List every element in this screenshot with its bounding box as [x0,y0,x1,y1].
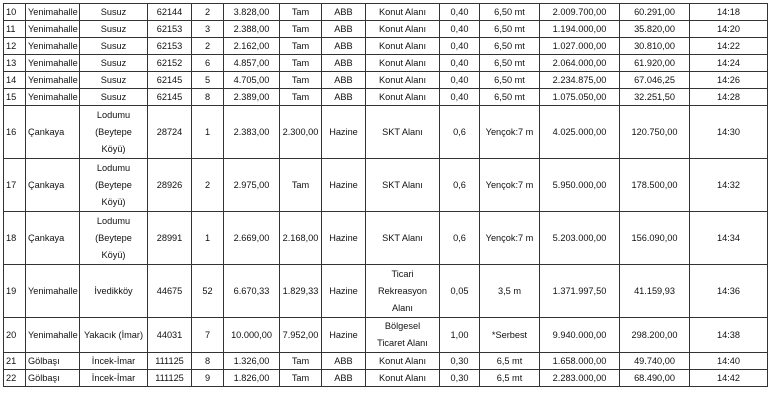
cell-parcel-number: 8 [192,353,224,370]
cell-auction-time: 14:36 [690,265,768,318]
cell-deposit: 41.159,93 [620,265,690,318]
cell-deposit: 35.820,00 [620,21,690,38]
cell-district: Gölbaşı [26,353,80,370]
cell-deposit: 67.046,25 [620,72,690,89]
cell-island-number: 62144 [148,4,192,21]
cell-island-number: 111125 [148,370,192,387]
cell-district: Çankaya [26,159,80,212]
cell-height: 6,5 mt [480,370,540,387]
cell-zoning: Konut Alanı [366,38,440,55]
cell-island-number: 44031 [148,318,192,353]
cell-estimated-price: 2.009.700,00 [540,4,620,21]
cell-parcel-number: 52 [192,265,224,318]
auction-list-page [3,3,740,417]
cell-height: 6,50 mt [480,72,540,89]
cell-row-number: 11 [4,21,26,38]
cell-district: Çankaya [26,212,80,265]
cell-height: 6,50 mt [480,4,540,21]
cell-area: 6.670,33 [224,265,280,318]
cell-height: Yençok:7 m [480,212,540,265]
cell-deposit: 68.490,00 [620,370,690,387]
cell-area: 1.826,00 [224,370,280,387]
cell-share: 7.952,00 [280,318,322,353]
cell-district: Yenimahalle [26,38,80,55]
cell-neighborhood: İncek-İmar [80,370,148,387]
cell-row-number: 13 [4,55,26,72]
cell-deposit: 30.810,00 [620,38,690,55]
cell-kaks: 0,40 [440,21,480,38]
cell-owner: ABB [322,55,366,72]
cell-area: 10.000,00 [224,318,280,353]
cell-owner: Hazine [322,212,366,265]
cell-zoning: Konut Alanı [366,4,440,21]
cell-neighborhood-line: Lodumu [96,215,131,226]
cell-zoning: SKT Alanı [366,212,440,265]
cell-deposit: 32.251,50 [620,89,690,106]
cell-island-number: 44675 [148,265,192,318]
cell-share: Tam [280,353,322,370]
cell-parcel-number: 6 [192,55,224,72]
cell-area: 2.388,00 [224,21,280,38]
cell-share: 1.829,33 [280,265,322,318]
cell-deposit: 49.740,00 [620,353,690,370]
cell-area: 1.326,00 [224,353,280,370]
cell-deposit: 61.920,00 [620,55,690,72]
cell-zoning: Konut Alanı [366,55,440,72]
cell-owner: ABB [322,353,366,370]
cell-neighborhood: İvedikköy [80,265,148,318]
cell-neighborhood: Susuz [80,72,148,89]
cell-estimated-price: 1.075.050,00 [540,89,620,106]
cell-auction-time: 14:24 [690,55,768,72]
cell-district: Yenimahalle [26,72,80,89]
cell-parcel-number: 7 [192,318,224,353]
table-row [4,318,768,353]
cell-height: 6,50 mt [480,89,540,106]
cell-district: Yenimahalle [26,4,80,21]
cell-height: 3,5 m [480,265,540,318]
cell-row-number: 20 [4,318,26,353]
cell-neighborhood-line: Lodumu [96,162,131,173]
cell-neighborhood: İncek-İmar [80,353,148,370]
cell-deposit: 156.090,00 [620,212,690,265]
cell-row-number: 16 [4,106,26,159]
cell-zoning: Konut Alanı [366,353,440,370]
cell-estimated-price: 2.234.875,00 [540,72,620,89]
cell-kaks: 0,05 [440,265,480,318]
cell-kaks: 0,40 [440,89,480,106]
cell-district: Gölbaşı [26,370,80,387]
cell-kaks: 0,6 [440,106,480,159]
cell-parcel-number: 9 [192,370,224,387]
cell-owner: Hazine [322,318,366,353]
cell-estimated-price: 4.025.000,00 [540,106,620,159]
cell-auction-time: 14:22 [690,38,768,55]
cell-height: 6,50 mt [480,55,540,72]
cell-share: Tam [280,89,322,106]
cell-auction-time: 14:26 [690,72,768,89]
cell-zoning [366,318,440,353]
cell-neighborhood [80,106,148,159]
cell-kaks: 0,40 [440,72,480,89]
cell-kaks: 0,30 [440,370,480,387]
cell-parcel-number: 2 [192,159,224,212]
cell-share: 2.300,00 [280,106,322,159]
cell-auction-time: 14:28 [690,89,768,106]
cell-neighborhood-line: Köyü) [101,196,126,207]
cell-zoning: SKT Alanı [366,159,440,212]
cell-share: Tam [280,38,322,55]
cell-district: Yenimahalle [26,265,80,318]
cell-zoning: Konut Alanı [366,21,440,38]
cell-share: 2.168,00 [280,212,322,265]
cell-island-number: 28991 [148,212,192,265]
cell-island-number: 62145 [148,72,192,89]
cell-auction-time: 14:18 [690,4,768,21]
table-row [4,106,768,159]
cell-height: 6,50 mt [480,21,540,38]
cell-estimated-price: 1.194.000,00 [540,21,620,38]
cell-kaks: 0,30 [440,353,480,370]
table-row [4,212,768,265]
cell-share: Tam [280,159,322,212]
cell-neighborhood-line: (Beytepe [95,232,132,243]
cell-auction-time: 14:40 [690,353,768,370]
cell-owner: Hazine [322,265,366,318]
cell-neighborhood: Susuz [80,89,148,106]
cell-share: Tam [280,55,322,72]
cell-kaks: 0,40 [440,4,480,21]
parcel-auction-table [3,3,768,387]
cell-deposit: 178.500,00 [620,159,690,212]
cell-height: 6,5 mt [480,353,540,370]
cell-neighborhood-line: Köyü) [101,249,126,260]
cell-area: 3.828,00 [224,4,280,21]
table-row [4,4,768,21]
cell-zoning: Konut Alanı [366,89,440,106]
cell-auction-time: 14:20 [690,21,768,38]
table-row [4,38,768,55]
cell-deposit: 120.750,00 [620,106,690,159]
cell-island-number: 62152 [148,55,192,72]
cell-area: 2.162,00 [224,38,280,55]
cell-parcel-number: 1 [192,212,224,265]
cell-neighborhood: Susuz [80,38,148,55]
cell-row-number: 15 [4,89,26,106]
cell-owner: ABB [322,72,366,89]
cell-area: 2.975,00 [224,159,280,212]
cell-row-number: 17 [4,159,26,212]
cell-zoning-line: Ticaret Alanı [377,338,428,348]
cell-kaks: 0,40 [440,55,480,72]
cell-island-number: 28926 [148,159,192,212]
cell-parcel-number: 5 [192,72,224,89]
cell-owner: Hazine [322,106,366,159]
cell-deposit: 298.200,00 [620,318,690,353]
cell-row-number: 21 [4,353,26,370]
cell-area: 2.669,00 [224,212,280,265]
cell-kaks: 0,6 [440,212,480,265]
cell-neighborhood [80,212,148,265]
cell-parcel-number: 1 [192,106,224,159]
cell-zoning: Konut Alanı [366,370,440,387]
cell-kaks: 1,00 [440,318,480,353]
cell-neighborhood-line: Köyü) [101,143,126,154]
cell-height: *Serbest [480,318,540,353]
cell-parcel-number: 8 [192,89,224,106]
cell-zoning: Konut Alanı [366,72,440,89]
cell-neighborhood: Susuz [80,21,148,38]
cell-neighborhood-line: (Beytepe [95,126,132,137]
cell-island-number: 111125 [148,353,192,370]
cell-district: Çankaya [26,106,80,159]
cell-row-number: 19 [4,265,26,318]
cell-zoning-line: Alanı [392,302,413,313]
cell-row-number: 10 [4,4,26,21]
table-row [4,55,768,72]
table-row [4,370,768,387]
cell-estimated-price: 1.658.000,00 [540,353,620,370]
cell-zoning-line: Rekreasyon [377,285,428,296]
table-row [4,89,768,106]
cell-district: Yenimahalle [26,21,80,38]
cell-neighborhood-line: Lodumu [96,109,131,120]
cell-neighborhood: Yakacık (İmar) [80,318,148,353]
cell-neighborhood [80,159,148,212]
cell-share: Tam [280,370,322,387]
cell-district: Yenimahalle [26,318,80,353]
cell-estimated-price: 9.940.000,00 [540,318,620,353]
table-row [4,21,768,38]
cell-neighborhood-line: (Beytepe [95,179,132,190]
cell-island-number: 62153 [148,38,192,55]
table-row [4,265,768,318]
cell-district: Yenimahalle [26,55,80,72]
cell-owner: ABB [322,4,366,21]
cell-height: 6,50 mt [480,38,540,55]
cell-zoning [366,265,440,318]
cell-auction-time: 14:38 [690,318,768,353]
cell-share: Tam [280,4,322,21]
cell-row-number: 14 [4,72,26,89]
cell-district: Yenimahalle [26,89,80,106]
cell-kaks: 0,6 [440,159,480,212]
cell-neighborhood: Susuz [80,4,148,21]
cell-island-number: 62153 [148,21,192,38]
cell-neighborhood: Susuz [80,55,148,72]
table-row [4,159,768,212]
cell-owner: Hazine [322,159,366,212]
cell-parcel-number: 2 [192,38,224,55]
cell-owner: ABB [322,38,366,55]
cell-row-number: 18 [4,212,26,265]
cell-island-number: 62145 [148,89,192,106]
cell-area: 4.705,00 [224,72,280,89]
cell-estimated-price: 2.064.000,00 [540,55,620,72]
cell-auction-time: 14:30 [690,106,768,159]
cell-island-number: 28724 [148,106,192,159]
cell-estimated-price: 5.203.000,00 [540,212,620,265]
cell-kaks: 0,40 [440,38,480,55]
cell-height: Yençok:7 m [480,106,540,159]
cell-area: 2.389,00 [224,89,280,106]
cell-parcel-number: 2 [192,4,224,21]
cell-auction-time: 14:32 [690,159,768,212]
cell-share: Tam [280,72,322,89]
cell-zoning: SKT Alanı [366,106,440,159]
cell-height: Yençok:7 m [480,159,540,212]
cell-auction-time: 14:34 [690,212,768,265]
cell-row-number: 12 [4,38,26,55]
cell-parcel-number: 3 [192,21,224,38]
cell-owner: ABB [322,89,366,106]
cell-estimated-price: 1.371.997,50 [540,265,620,318]
cell-area: 4.857,00 [224,55,280,72]
cell-estimated-price: 1.027.000,00 [540,38,620,55]
cell-zoning-line: Ticari [391,268,414,279]
cell-share: Tam [280,21,322,38]
table-row [4,353,768,370]
cell-owner: ABB [322,370,366,387]
cell-estimated-price: 5.950.000,00 [540,159,620,212]
cell-row-number: 22 [4,370,26,387]
cell-area: 2.383,00 [224,106,280,159]
cell-estimated-price: 2.283.000,00 [540,370,620,387]
cell-owner: ABB [322,21,366,38]
cell-auction-time: 14:42 [690,370,768,387]
cell-zoning-line: Bölgesel [384,321,421,331]
table-row [4,72,768,89]
cell-deposit: 60.291,00 [620,4,690,21]
table-body [4,4,768,387]
